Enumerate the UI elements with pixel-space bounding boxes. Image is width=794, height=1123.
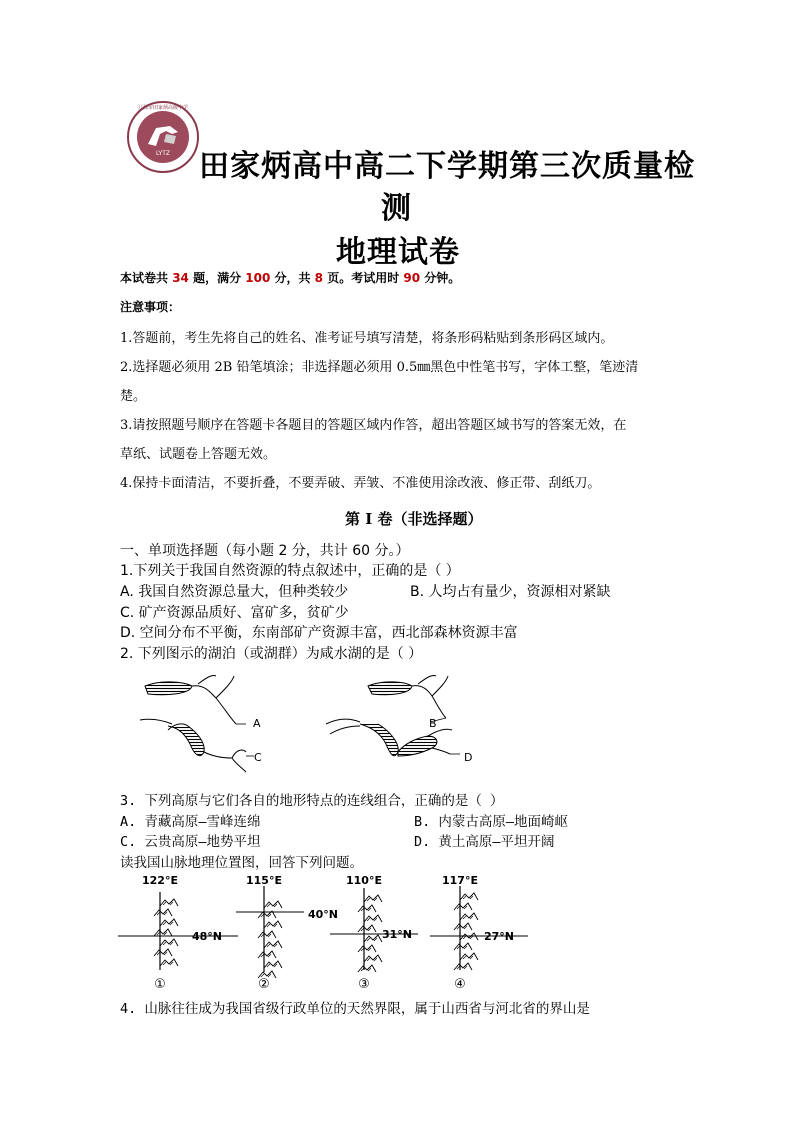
latitude-label: 31°N — [382, 928, 413, 941]
q3-option-c: C. 云贵高原—地势平坦 — [120, 834, 261, 850]
q3-option-b: B. 内蒙古高原—地面崎岖 — [414, 814, 569, 830]
latitude-label: 40°N — [308, 908, 339, 921]
mountain-symbol — [358, 965, 376, 972]
meta-questions: 34 — [172, 271, 189, 285]
longitude-label: 115°E — [246, 874, 282, 887]
latitude-label: 27°N — [484, 930, 515, 943]
page-title-line1: 田家炳高中高二下学期第三次质量检 — [199, 149, 695, 184]
q1-option-c: C. 矿产资源品质好、富矿多，贫矿少 — [120, 605, 349, 621]
mountain-symbol — [364, 915, 382, 922]
mountain-symbol — [364, 935, 382, 942]
q1-stem: 1.下列关于我国自然资源的特点叙述中，正确的是（ ） — [120, 563, 460, 579]
q1-option-a: A. 我国自然资源总量大，但种类较少 — [120, 584, 349, 600]
mountain-symbol — [364, 895, 382, 902]
mountain-panel-3 — [330, 874, 418, 990]
mountain-symbol — [160, 939, 178, 946]
longitude-label: 110°E — [346, 874, 382, 887]
notes-heading: 注意事项： — [120, 300, 181, 314]
lake-label-b: B — [429, 717, 437, 730]
mountain-symbol — [160, 919, 178, 926]
meta-text: 本试卷共 — [120, 271, 173, 285]
longitude-label: 122°E — [142, 874, 178, 887]
mountain-symbol — [454, 963, 472, 970]
read-instruction: 读我国山脉地理位置图，回答下列问题。 — [120, 855, 363, 871]
mountain-symbol — [160, 959, 178, 966]
exam-meta — [120, 269, 460, 286]
mountain-symbol — [454, 903, 472, 910]
mountain-diagram — [118, 872, 548, 990]
mountain-panel-4 — [430, 874, 528, 990]
mountain-panel-2 — [236, 874, 338, 990]
latitude-label: 48°N — [192, 930, 223, 943]
part-heading: 一、单项选择题（每小题 2 分，共计 60 分。） — [120, 543, 410, 559]
mountain-symbol — [454, 943, 472, 950]
mountain-symbol — [358, 925, 376, 932]
meta-text: 页。考试用时 — [323, 271, 404, 285]
mountain-symbol — [358, 905, 376, 912]
note-3a: 3.请按照题号顺序在答题卡各题目的答题区域内作答，超出答题区域书写的答案无效，在 — [120, 418, 627, 433]
mountain-number: ② — [258, 977, 270, 990]
logo-initials: LYTZ — [156, 150, 170, 157]
meta-text: 分钟。 — [420, 271, 461, 285]
page-title-line2: 测 — [381, 191, 412, 226]
mountain-symbol — [460, 953, 478, 960]
mountain-number: ① — [154, 977, 166, 990]
mountain-number: ③ — [358, 977, 370, 990]
meta-text: 题，满分 — [188, 271, 246, 285]
mountain-symbol — [358, 945, 376, 952]
q3-option-a: A. 青藏高原—雪峰连绵 — [120, 814, 261, 830]
q1-option-b: B. 人均占有量少，资源相对紧缺 — [410, 584, 611, 600]
mountain-symbol — [460, 893, 478, 900]
mountain-symbol — [154, 949, 172, 956]
lake-label-c: C — [254, 751, 262, 764]
mountain-number: ④ — [454, 977, 466, 990]
q1-option-d: D. 空间分布不平衡，东南部矿产资源丰富，西北部森林资源丰富 — [120, 625, 518, 641]
lake-group-left — [140, 675, 262, 772]
note-1: 1.答题前，考生先将自己的姓名、准考证号填写清楚，将条形码粘贴到条形码区域内。 — [120, 331, 614, 346]
note-4: 4.保持卡面清洁，不要折叠，不要弄破、弄皱、不准使用涂改液、修正带、刮纸刀。 — [120, 476, 601, 491]
mountain-panel-1 — [118, 874, 238, 990]
mountain-symbol — [258, 931, 276, 938]
page-subtitle: 地理试卷 — [336, 235, 460, 270]
mountain-symbol — [454, 923, 472, 930]
mountain-symbol — [264, 961, 282, 968]
logo-ring-text: 辽源市田家炳高级中学 — [137, 105, 189, 111]
meta-score: 100 — [245, 271, 271, 285]
mountain-symbol — [264, 941, 282, 948]
q3-option-d: D. 黄土高原—平坦开阔 — [414, 834, 555, 850]
school-logo — [126, 100, 200, 174]
lake-label-a: A — [253, 717, 261, 730]
note-3b: 草纸、试题卷上答题无效。 — [120, 447, 277, 462]
q2-stem: 2. 下列图示的湖泊（或湖群）为咸水湖的是（ ） — [120, 646, 423, 662]
mountain-symbol — [160, 899, 178, 906]
lake-diagram — [120, 672, 500, 782]
meta-text: 分，共 — [270, 271, 315, 285]
lake-group-right — [326, 675, 472, 764]
mountain-symbol — [258, 951, 276, 958]
longitude-label: 117°E — [442, 874, 478, 887]
mountain-symbol — [364, 955, 382, 962]
mountain-symbol — [154, 929, 172, 936]
mountain-symbol — [264, 901, 282, 908]
section-title: 第 I 卷（非选择题） — [345, 510, 483, 528]
mountain-symbol — [460, 913, 478, 920]
note-2a: 2.选择题必须用 2B 铅笔填涂；非选择题必须用 0.5㎜黑色中性笔书写，字体工整，笔迹清 — [120, 360, 639, 375]
lake-label-d: D — [464, 751, 473, 764]
meta-minutes: 90 — [403, 271, 421, 285]
mountain-symbol — [154, 909, 172, 916]
meta-pages: 8 — [314, 271, 324, 285]
note-2b: 楚。 — [120, 389, 147, 404]
mountain-symbol — [264, 921, 282, 928]
q4-stem: 4. 山脉往往成为我国省级行政单位的天然界限，属于山西省与河北省的界山是 — [120, 1001, 590, 1017]
q3-stem: 3. 下列高原与它们各自的地形特点的连线组合，正确的是（ ） — [120, 793, 504, 809]
